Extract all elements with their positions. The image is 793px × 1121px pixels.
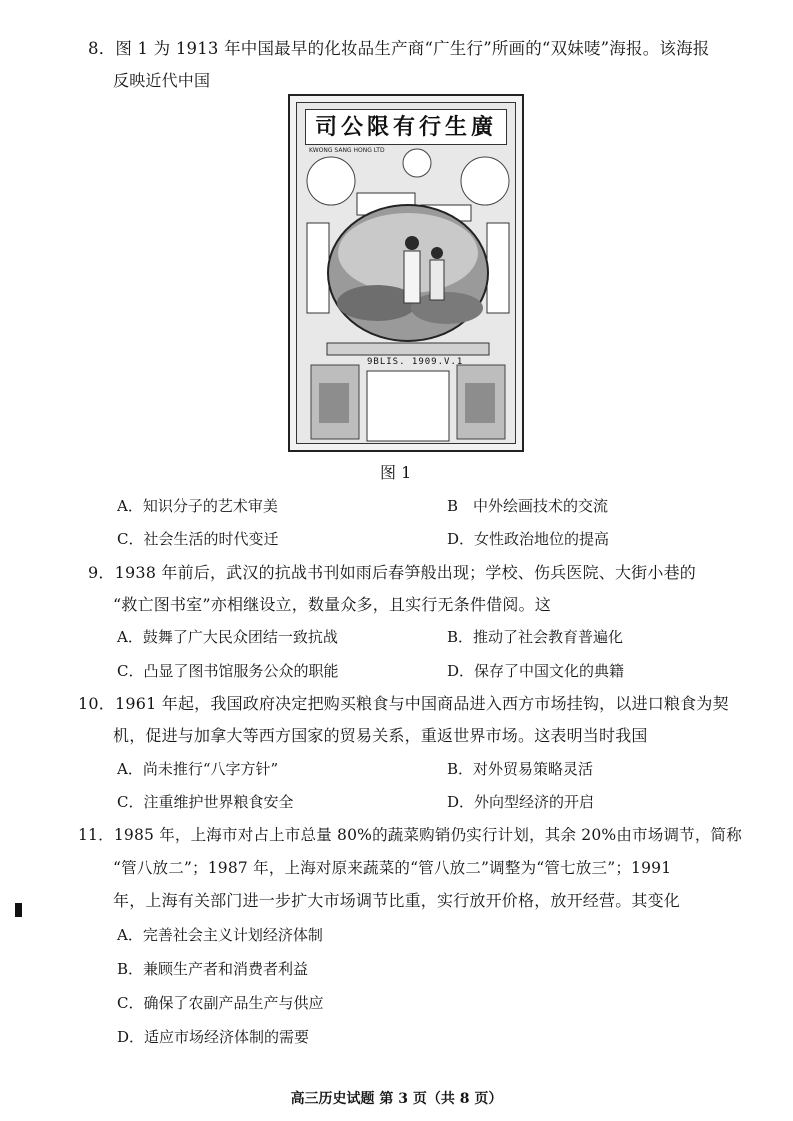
q9-stem-line1: 9．1938 年前后，武汉的抗战书刊如雨后春笋般出现；学校、伤兵医院、大街小巷的 bbox=[88, 563, 696, 582]
q8-stem-line2: 反映近代中国 bbox=[113, 71, 211, 90]
q11-stem-line1: 11．1985 年，上海市对占上市总量 80%的蔬菜购销仍实行计划，其余 20%由市场调节，简称 bbox=[78, 826, 742, 844]
poster-date: 9BLIS. 1909.V.1 bbox=[367, 357, 464, 367]
poster-title: 司公限有行生廣 bbox=[305, 109, 507, 145]
page-footer: 高三历史试题 第 3 页（共 8 页） bbox=[290, 1091, 503, 1107]
q10-option-b[interactable]: B．对外贸易策略灵活 bbox=[447, 760, 594, 778]
q11-option-d[interactable]: D．适应市场经济体制的需要 bbox=[117, 1028, 310, 1046]
q8-option-a[interactable]: A．知识分子的艺术审美 bbox=[117, 497, 278, 515]
q11-option-a[interactable]: A．完善社会主义计划经济体制 bbox=[117, 926, 323, 944]
q9-option-a[interactable]: A．鼓舞了广大民众团结一致抗战 bbox=[117, 628, 338, 646]
poster-figure bbox=[288, 94, 524, 452]
margin-mark bbox=[15, 903, 22, 917]
q10-stem-line2: 机，促进与加拿大等西方国家的贸易关系，重返世界市场。这表明当时我国 bbox=[113, 726, 648, 745]
poster-artwork bbox=[296, 102, 516, 444]
poster-subtitle: KWONG SANG HONG LTD bbox=[309, 147, 385, 154]
q10-stem-line1: 10．1961 年起，我国政府决定把购买粮食与中国商品进入西方市场挂钩，以进口粮食为契 bbox=[78, 694, 729, 713]
q11-option-b[interactable]: B．兼顾生产者和消费者利益 bbox=[117, 960, 309, 978]
q10-option-d[interactable]: D．外向型经济的开启 bbox=[447, 793, 595, 811]
q9-option-d[interactable]: D．保存了中国文化的典籍 bbox=[447, 662, 625, 680]
q10-option-c[interactable]: C．注重维护世界粮食安全 bbox=[117, 793, 294, 811]
q8-option-c[interactable]: C．社会生活的时代变迁 bbox=[117, 530, 279, 548]
q8-option-b[interactable]: B 中外绘画技术的交流 bbox=[447, 497, 609, 515]
figure-caption: 图 1 bbox=[380, 463, 412, 482]
q9-option-c[interactable]: C．凸显了图书馆服务公众的职能 bbox=[117, 662, 339, 680]
q8-stem-line1: 8．图 1 为 1913 年中国最早的化妆品生产商“广生行”所画的“双妹唛”海报。该海报 bbox=[88, 39, 710, 58]
q11-stem-line3: 年，上海有关部门进一步扩大市场调节比重，实行放开价格，放开经营。其变化 bbox=[113, 891, 681, 910]
q11-stem-line2: “管八放二”；1987 年，上海对原来蔬菜的“管八放二”调整为“管七放三”；1991 bbox=[113, 859, 672, 877]
q11-option-c[interactable]: C．确保了农副产品生产与供应 bbox=[117, 994, 324, 1012]
q10-option-a[interactable]: A．尚未推行“八字方针” bbox=[117, 760, 279, 778]
q8-option-d[interactable]: D．女性政治地位的提高 bbox=[447, 530, 610, 548]
q9-stem-line2: “救亡图书室”亦相继设立，数量众多，且实行无条件借阅。这 bbox=[113, 595, 551, 614]
q9-option-b[interactable]: B．推动了社会教育普遍化 bbox=[447, 628, 624, 646]
